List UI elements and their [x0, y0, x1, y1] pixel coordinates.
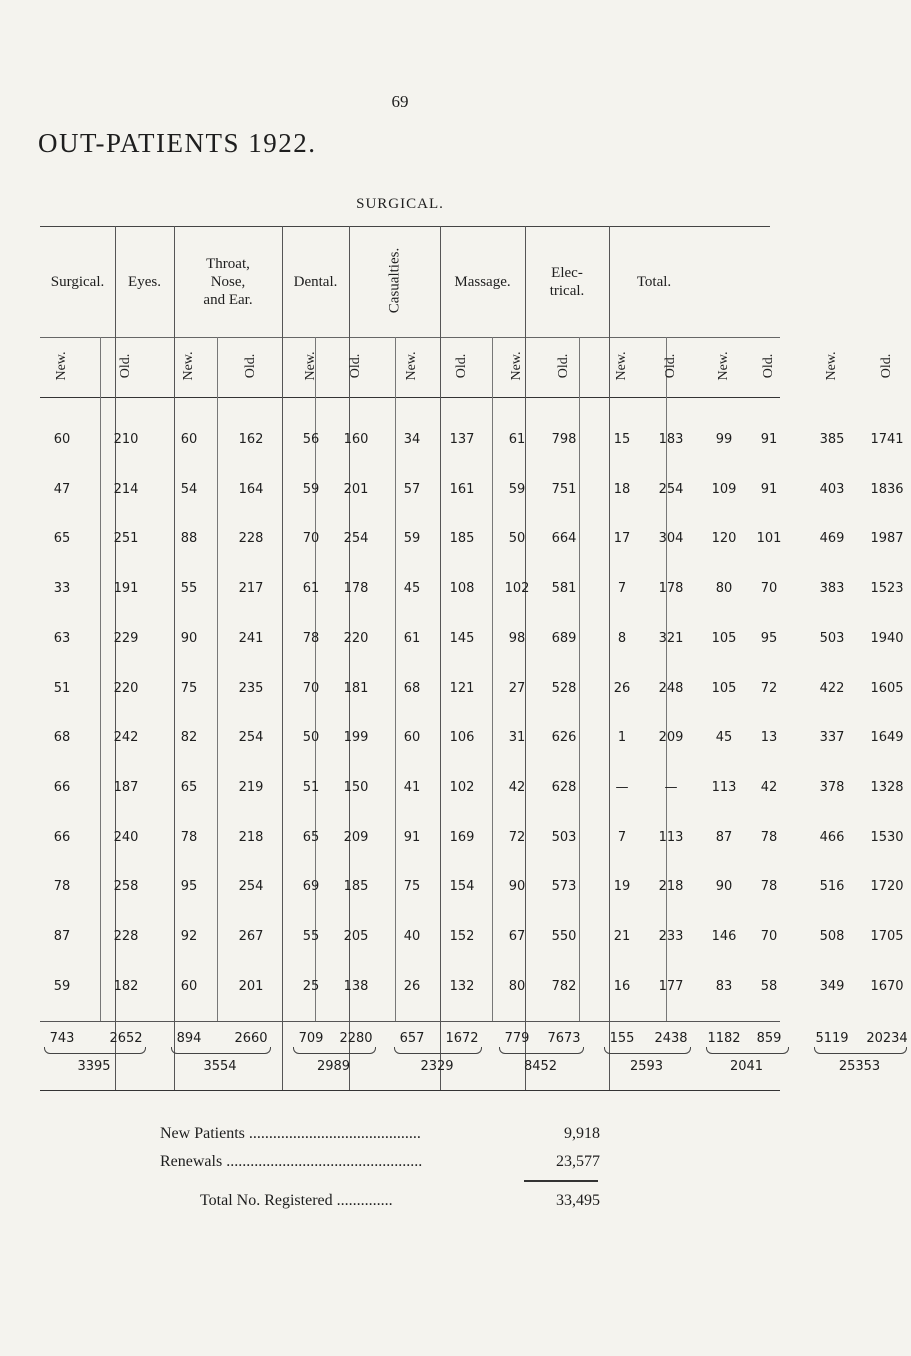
table-cell: 138	[343, 979, 369, 994]
table-cell: 8	[617, 631, 627, 646]
totals-rule	[40, 1021, 780, 1022]
table-cell: 229	[113, 631, 139, 646]
table-cell: 26	[403, 979, 421, 994]
table-cell: 1530	[870, 830, 904, 845]
combined-total: 2329	[420, 1059, 454, 1074]
table-cell: 26	[613, 681, 631, 696]
table-cell: 59	[53, 979, 71, 994]
group-divider	[525, 226, 526, 1090]
header-4-line: Dental.	[293, 274, 338, 290]
combined-total: 25353	[838, 1059, 881, 1074]
table-cell: 65	[53, 531, 71, 546]
new-patients-label: New Patients ...........................................	[160, 1125, 421, 1142]
table-cell: 19	[613, 879, 631, 894]
page-number: 69	[391, 92, 409, 111]
table-cell: 503	[819, 631, 845, 646]
table-cell: 1987	[870, 531, 904, 546]
table-cell: 209	[343, 830, 369, 845]
table-cell: 47	[53, 482, 71, 497]
table-cell: 91	[760, 432, 778, 447]
table-cell: 185	[343, 879, 369, 894]
table-cell: 121	[449, 681, 475, 696]
table-cell: 1741	[870, 432, 904, 447]
table-cell: 87	[715, 830, 733, 845]
table-cell: 59	[302, 482, 320, 497]
subheader-old: Old.	[118, 353, 133, 379]
table-cell: 50	[508, 531, 526, 546]
table-cell: 385	[819, 432, 845, 447]
table-cell: 508	[819, 929, 845, 944]
header-7-line: trical.	[549, 283, 585, 299]
table-cell: 78	[53, 879, 71, 894]
table-cell: 689	[551, 631, 577, 646]
table-cell: 58	[760, 979, 778, 994]
group-divider	[609, 226, 610, 1090]
table-cell: 98	[508, 631, 526, 646]
table-cell: 219	[238, 780, 264, 795]
table-cell: 60	[180, 979, 198, 994]
table-cell: 78	[760, 830, 778, 845]
table-cell: 55	[180, 581, 198, 596]
table-cell: 132	[449, 979, 475, 994]
total-cell: 859	[756, 1031, 782, 1046]
renewals-value: 23,577	[556, 1153, 600, 1170]
table-cell: 1649	[870, 730, 904, 745]
table-top-rule	[40, 226, 770, 227]
table-cell: 628	[551, 780, 577, 795]
table-cell: 205	[343, 929, 369, 944]
table-cell: 337	[819, 730, 845, 745]
header-8-line: Total.	[636, 274, 672, 290]
table-cell: 1705	[870, 929, 904, 944]
combined-total: 2041	[729, 1059, 764, 1074]
header-rule	[40, 337, 780, 338]
table-cell: 120	[711, 531, 737, 546]
table-cell: 349	[819, 979, 845, 994]
table-cell: 87	[53, 929, 71, 944]
table-cell: 146	[711, 929, 737, 944]
subheader-old: Old.	[663, 353, 678, 379]
table-cell: 18	[613, 482, 631, 497]
combined-total: 2989	[316, 1059, 351, 1074]
table-cell: 199	[343, 730, 369, 745]
table-cell: 182	[113, 979, 139, 994]
table-cell: 137	[449, 432, 475, 447]
subheader-new: New.	[404, 351, 419, 381]
total-brace	[293, 1047, 376, 1054]
table-cell: 241	[238, 631, 264, 646]
table-cell: 466	[819, 830, 845, 845]
table-cell: 254	[238, 730, 264, 745]
table-cell: 83	[715, 979, 733, 994]
table-cell: 68	[53, 730, 71, 745]
table-cell: 248	[658, 681, 684, 696]
subheader-old: Old.	[454, 353, 469, 379]
total-brace	[814, 1047, 907, 1054]
total-brace	[394, 1047, 482, 1054]
table-cell: 185	[449, 531, 475, 546]
table-cell: 254	[343, 531, 369, 546]
total-brace	[604, 1047, 691, 1054]
table-cell: 469	[819, 531, 845, 546]
page-title: OUT-PATIENTS 1922.	[38, 128, 317, 158]
table-cell: 145	[449, 631, 475, 646]
subcolumn-divider	[217, 337, 218, 1021]
table-cell: 1605	[870, 681, 904, 696]
table-cell: 45	[403, 581, 421, 596]
total-cell: 2652	[109, 1031, 143, 1046]
summary-rule	[524, 1180, 598, 1182]
total-cell: 894	[176, 1031, 202, 1046]
table-cell: 235	[238, 681, 264, 696]
header-2-line: Eyes.	[128, 274, 161, 290]
group-divider	[440, 226, 441, 1090]
table-cell: 54	[180, 482, 198, 497]
table-cell: 106	[449, 730, 475, 745]
table-cell: 63	[53, 631, 71, 646]
subheader-new: New.	[303, 351, 318, 381]
table-bottom-rule	[40, 1090, 780, 1091]
table-cell: 251	[113, 531, 139, 546]
table-cell: 34	[403, 432, 421, 447]
table-cell: 240	[113, 830, 139, 845]
total-cell: 1672	[445, 1031, 479, 1046]
table-cell: 7	[617, 581, 627, 596]
subheader-new: New.	[824, 351, 839, 381]
table-cell: 798	[551, 432, 577, 447]
table-cell: 75	[180, 681, 198, 696]
table-cell: 27	[508, 681, 526, 696]
header-7-line: Elec-	[551, 265, 583, 281]
header-6-line: Massage.	[454, 274, 511, 290]
combined-total: 2593	[629, 1059, 664, 1074]
subheader-rule	[40, 397, 780, 398]
subheader-old: Old.	[761, 353, 776, 379]
table-cell: 65	[302, 830, 320, 845]
table-cell: 254	[658, 482, 684, 497]
table-cell: 69	[302, 879, 320, 894]
table-cell: 66	[53, 830, 71, 845]
table-cell: 160	[343, 432, 369, 447]
table-cell: 66	[53, 780, 71, 795]
table-cell: 528	[551, 681, 577, 696]
table-cell: 550	[551, 929, 577, 944]
table-cell: 25	[302, 979, 320, 994]
table-cell: 152	[449, 929, 475, 944]
table-cell: 209	[658, 730, 684, 745]
table-cell: 113	[658, 830, 684, 845]
table-cell: 220	[113, 681, 139, 696]
table-cell: 581	[551, 581, 577, 596]
total-cell: 657	[399, 1031, 425, 1046]
total-cell: 20234	[866, 1031, 908, 1046]
table-cell: 304	[658, 531, 684, 546]
table-cell: 33	[53, 581, 71, 596]
table-cell: —	[615, 780, 629, 795]
table-cell: 258	[113, 879, 139, 894]
total-registered-value: 33,495	[556, 1192, 600, 1209]
total-cell: 779	[504, 1031, 530, 1046]
table-cell: 42	[760, 780, 778, 795]
table-cell: 113	[711, 780, 737, 795]
subcolumn-divider	[100, 337, 101, 1021]
subheader-old: Old.	[348, 353, 363, 379]
table-cell: 15	[613, 432, 631, 447]
subheader-old: Old.	[556, 353, 571, 379]
table-cell: 70	[302, 531, 320, 546]
table-cell: 201	[343, 482, 369, 497]
subheader-new: New.	[509, 351, 524, 381]
total-cell: 155	[609, 1031, 635, 1046]
table-cell: 21	[613, 929, 631, 944]
table-cell: 68	[403, 681, 421, 696]
combined-total: 3554	[203, 1059, 237, 1074]
group-divider	[282, 226, 283, 1090]
table-cell: 78	[302, 631, 320, 646]
subheader-new: New.	[614, 351, 629, 381]
table-cell: 55	[302, 929, 320, 944]
total-cell: 7673	[547, 1031, 581, 1046]
table-cell: 51	[53, 681, 71, 696]
subheader-old: Old.	[879, 353, 894, 379]
table-cell: 1328	[870, 780, 904, 795]
table-cell: 218	[658, 879, 684, 894]
table-cell: 178	[343, 581, 369, 596]
table-cell: 60	[403, 730, 421, 745]
table-cell: 233	[658, 929, 684, 944]
table-cell: 91	[403, 830, 421, 845]
table-cell: 154	[449, 879, 475, 894]
table-cell: 109	[711, 482, 737, 497]
table-cell: 51	[302, 780, 320, 795]
group-divider	[115, 226, 116, 1090]
table-cell: 70	[302, 681, 320, 696]
total-cell: 2438	[654, 1031, 688, 1046]
new-patients-value: 9,918	[564, 1125, 600, 1142]
table-cell: 403	[819, 482, 845, 497]
table-cell: 108	[449, 581, 475, 596]
total-cell: 2660	[234, 1031, 268, 1046]
table-cell: 17	[613, 531, 631, 546]
total-cell: 743	[49, 1031, 75, 1046]
group-divider	[174, 226, 175, 1090]
table-cell: 88	[180, 531, 198, 546]
table-cell: 67	[508, 929, 526, 944]
table-cell: 70	[760, 581, 778, 596]
total-cell: 2280	[339, 1031, 373, 1046]
table-cell: 16	[613, 979, 631, 994]
table-cell: 57	[403, 482, 421, 497]
table-cell: 228	[113, 929, 139, 944]
table-cell: 61	[403, 631, 421, 646]
table-cell: 210	[113, 432, 139, 447]
table-cell: 503	[551, 830, 577, 845]
table-cell: 105	[711, 681, 737, 696]
subheader-old: Old.	[243, 353, 258, 379]
table-cell: 1670	[870, 979, 904, 994]
table-cell: 13	[760, 730, 778, 745]
table-cell: 90	[508, 879, 526, 894]
table-cell: 91	[760, 482, 778, 497]
table-cell: 267	[238, 929, 264, 944]
table-cell: 516	[819, 879, 845, 894]
total-registered-label: Total No. Registered ..............	[200, 1192, 393, 1209]
header-3-line: Nose,	[210, 274, 246, 290]
header-1-line: Surgical.	[50, 274, 105, 290]
table-cell: 99	[715, 432, 733, 447]
table-cell: 31	[508, 730, 526, 745]
table-cell: 102	[504, 581, 530, 596]
header-casualties: Casualties.	[386, 247, 402, 314]
table-cell: 1720	[870, 879, 904, 894]
section-title: SURGICAL.	[356, 196, 444, 212]
table-cell: 1523	[870, 581, 904, 596]
table-cell: 573	[551, 879, 577, 894]
subheader-new: New.	[54, 351, 69, 381]
table-cell: 183	[658, 432, 684, 447]
table-cell: 177	[658, 979, 684, 994]
table-cell: 72	[508, 830, 526, 845]
table-cell: 42	[508, 780, 526, 795]
table-cell: 383	[819, 581, 845, 596]
table-cell: 181	[343, 681, 369, 696]
table-cell: 169	[449, 830, 475, 845]
table-cell: 191	[113, 581, 139, 596]
table-cell: 41	[403, 780, 421, 795]
table-cell: 95	[760, 631, 778, 646]
table-cell: 105	[711, 631, 737, 646]
table-cell: 59	[508, 482, 526, 497]
table-cell: 1	[617, 730, 627, 745]
table-cell: 101	[756, 531, 782, 546]
table-cell: 162	[238, 432, 264, 447]
table-cell: 90	[715, 879, 733, 894]
table-cell: 161	[449, 482, 475, 497]
total-cell: 5119	[815, 1031, 849, 1046]
table-cell: 50	[302, 730, 320, 745]
table-cell: 220	[343, 631, 369, 646]
header-3-line: Throat,	[206, 256, 250, 272]
table-cell: 102	[449, 780, 475, 795]
total-brace	[706, 1047, 789, 1054]
table-cell: 78	[180, 830, 198, 845]
subheader-new: New.	[716, 351, 731, 381]
table-cell: 70	[760, 929, 778, 944]
table-cell: 95	[180, 879, 198, 894]
total-brace	[171, 1047, 271, 1054]
table-cell: 422	[819, 681, 845, 696]
table-cell: —	[664, 780, 678, 795]
table-cell: 45	[715, 730, 733, 745]
total-cell: 1182	[707, 1031, 741, 1046]
table-cell: 7	[617, 830, 627, 845]
total-brace	[499, 1047, 584, 1054]
table-cell: 187	[113, 780, 139, 795]
table-cell: 61	[508, 432, 526, 447]
table-cell: 72	[760, 681, 778, 696]
table-cell: 321	[658, 631, 684, 646]
header-3-line: and Ear.	[203, 292, 253, 308]
table-cell: 1836	[870, 482, 904, 497]
table-cell: 626	[551, 730, 577, 745]
table-cell: 59	[403, 531, 421, 546]
table-cell: 1940	[870, 631, 904, 646]
table-cell: 90	[180, 631, 198, 646]
table-cell: 56	[302, 432, 320, 447]
table-cell: 92	[180, 929, 198, 944]
table-cell: 80	[715, 581, 733, 596]
table-cell: 254	[238, 879, 264, 894]
table-cell: 214	[113, 482, 139, 497]
table-cell: 40	[403, 929, 421, 944]
renewals-label: Renewals .................................................	[160, 1153, 423, 1170]
table-cell: 164	[238, 482, 264, 497]
table-cell: 78	[760, 879, 778, 894]
table-cell: 751	[551, 482, 577, 497]
table-cell: 217	[238, 581, 264, 596]
table-cell: 60	[53, 432, 71, 447]
table-cell: 65	[180, 780, 198, 795]
table-cell: 228	[238, 531, 264, 546]
table-cell: 150	[343, 780, 369, 795]
subheader-new: New.	[181, 351, 196, 381]
table-cell: 178	[658, 581, 684, 596]
table-cell: 664	[551, 531, 577, 546]
table-cell: 60	[180, 432, 198, 447]
table-cell: 378	[819, 780, 845, 795]
total-cell: 709	[298, 1031, 324, 1046]
table-cell: 782	[551, 979, 577, 994]
table-cell: 75	[403, 879, 421, 894]
table-cell: 242	[113, 730, 139, 745]
table-cell: 82	[180, 730, 198, 745]
table-cell: 218	[238, 830, 264, 845]
table-cell: 61	[302, 581, 320, 596]
table-cell: 201	[238, 979, 264, 994]
combined-total: 3395	[77, 1059, 111, 1074]
combined-total: 8452	[523, 1059, 558, 1074]
total-brace	[44, 1047, 146, 1054]
table-cell: 80	[508, 979, 526, 994]
